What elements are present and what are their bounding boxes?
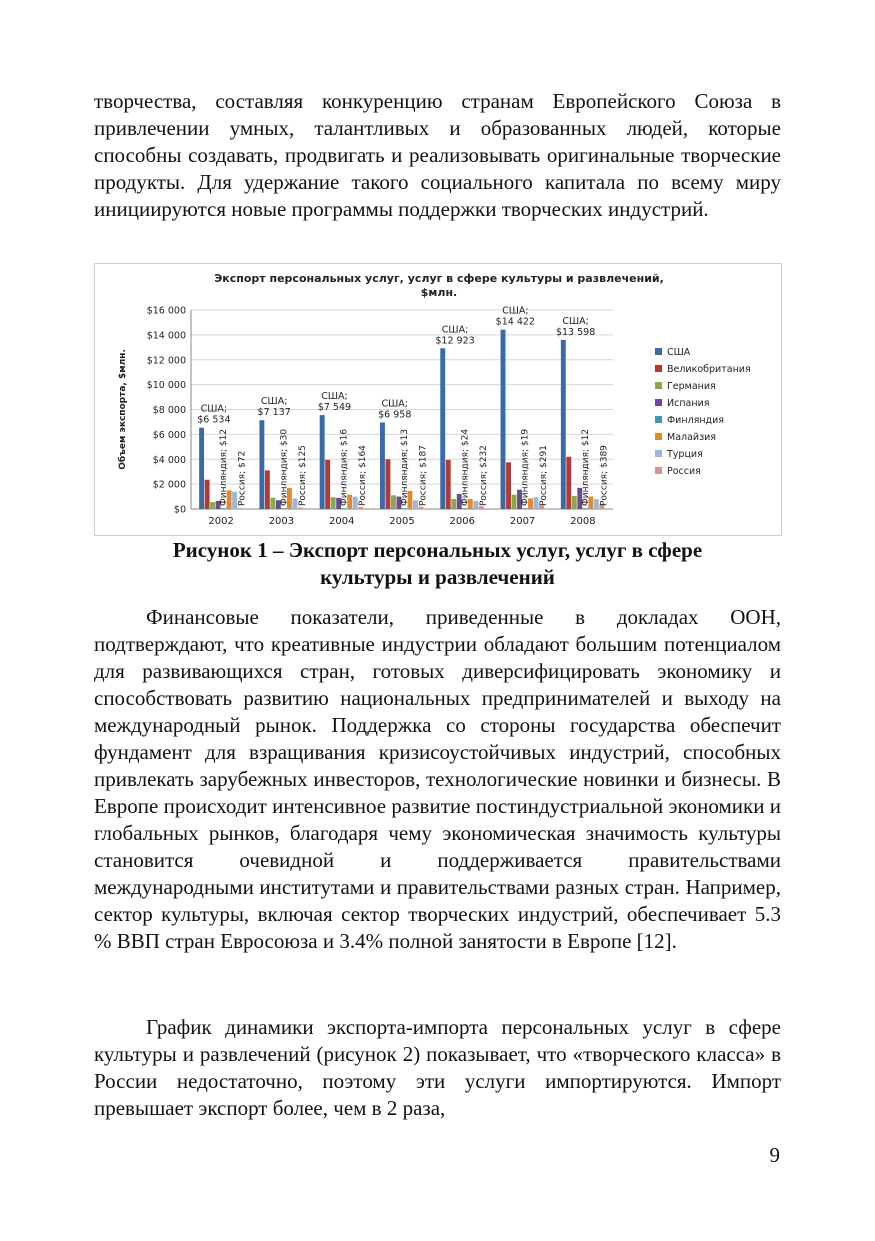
data-label-us-name: США; [441, 324, 469, 336]
y-tick-label: $16 000 [146, 305, 186, 317]
bar-Россия-2003 [298, 507, 303, 509]
legend-swatch-Турция [655, 450, 662, 457]
legend-label-Великобритания: Великобритания [667, 364, 751, 375]
bar-Германия-2003 [270, 498, 275, 509]
x-tick-label: 2006 [449, 516, 476, 527]
bar-Германия-2005 [391, 495, 396, 509]
y-axis-label: Объем экспорта, $млн. [118, 349, 128, 470]
y-tick-label: $14 000 [146, 330, 186, 342]
bar-Финляндия-2007 [523, 508, 528, 509]
bar-Турция-2006 [473, 501, 478, 509]
data-label-finland: Финляндия; $30 [279, 428, 290, 506]
bar-Финляндия-2002 [221, 508, 226, 509]
data-label-finland: Финляндия; $12 [219, 428, 230, 506]
x-tick-label: 2003 [268, 516, 295, 527]
legend-swatch-Финляндия [655, 416, 662, 423]
y-tick-label: $0 [173, 504, 186, 516]
data-label-us-name: США; [381, 398, 408, 410]
legend-label-США: США [667, 347, 691, 358]
data-label-us-value: $6 534 [197, 414, 231, 426]
data-label-us-name: США; [321, 391, 348, 403]
data-label-finland: Финляндия; $12 [580, 428, 591, 506]
legend-label-Малайзия: Малайзия [667, 432, 717, 443]
bar-Великобритания-2005 [386, 459, 391, 509]
x-tick-label: 2007 [509, 516, 536, 527]
paragraph-intro: творчества, составляя конкуренцию странам Европейского Союза в привлечении умных, талантливых и образованных людей, которые способны создавать, продвигать и реализовывать оригинальные творческие продукты. Для удержание такого социального капитала по всему миру инициируются новые программы поддержки творческих индустрий. [94, 89, 781, 221]
bar-Финляндия-2008 [583, 508, 588, 509]
data-label-finland: Финляндия; $13 [400, 428, 410, 506]
x-tick-label: 2008 [570, 516, 596, 527]
legend-label-Финляндия: Финляндия [667, 415, 725, 426]
bar-Финляндия-2006 [462, 508, 467, 509]
bar-Германия-2002 [210, 502, 215, 509]
figure-caption [94, 537, 781, 591]
legend-swatch-Великобритания [655, 365, 662, 372]
bar-США-2003 [259, 420, 264, 509]
bar-Великобритания-2008 [566, 457, 571, 509]
y-tick-label: $4 000 [152, 454, 186, 466]
legend-swatch-Малайзия [655, 433, 662, 440]
bar-Россия-2005 [419, 507, 424, 509]
export-chart [94, 263, 782, 536]
bar-США-2004 [320, 415, 325, 509]
bar-Германия-2004 [331, 497, 336, 509]
bar-США-2007 [501, 330, 506, 509]
x-tick-label: 2005 [389, 516, 415, 527]
paragraph-finance: Финансовые показатели, приведенные в докладах ООН, подтверждают, что креативные индустрии обладают большим потенциалом для развивающихся стран, готовых диверсифицировать экономику и способствовать развитию национальных предпринимателей и выходу на международный рынок. Поддержка со стороны государства обеспечит фундамент для взращивания кризисоустойчивых индустрий, способных привлекать зарубежных инвесторов, технологические новинки и бизнесы. В Европе происходит интенсивное развитие постиндустриальной экономики и глобальных рынков, благодаря чему экономическая значимость культуры становится очевидной и поддерживается правительствами международными институтами и правительствами разных стран. Например, сектор культуры, включая сектор творческих индустрий, обеспечивает 5.3 % ВВП стран Евросоюза и 3.4% полной занятости в Европе [12]. [94, 605, 781, 953]
legend-label-Испания: Испания [667, 398, 710, 409]
data-label-finland: Финляндия; $16 [339, 428, 350, 506]
y-tick-label: $2 000 [152, 479, 186, 491]
bar-Россия-2002 [238, 508, 243, 509]
legend-label-Турция: Турция [667, 449, 703, 460]
chart-canvas [95, 264, 781, 535]
y-tick-label: $10 000 [146, 380, 186, 392]
data-label-russia: Россия; $164 [358, 445, 369, 506]
legend-label-Россия: Россия [667, 466, 701, 477]
bar-США-2006 [440, 348, 445, 509]
data-label-us-value: $12 923 [435, 335, 475, 347]
y-tick-label: $8 000 [152, 405, 186, 416]
legend-swatch-Россия [655, 467, 662, 474]
bar-Турция-2003 [292, 498, 297, 509]
legend-swatch-Испания [655, 399, 662, 406]
bar-Финляндия-2005 [402, 508, 407, 509]
bar-Финляндия-2004 [342, 508, 347, 509]
bar-Великобритания-2006 [446, 460, 451, 509]
data-label-us-value: $7 137 [257, 407, 291, 419]
data-label-russia: Россия; $125 [297, 445, 308, 506]
data-label-russia: Россия; $232 [478, 445, 489, 506]
bar-Великобритания-2002 [205, 480, 210, 509]
legend-label-Германия: Германия [667, 381, 716, 392]
bar-Германия-2006 [451, 499, 456, 509]
bar-США-2008 [561, 340, 566, 509]
bar-США-2002 [199, 428, 204, 509]
data-label-us-name: США; [200, 403, 228, 415]
paragraph-import: График динамики экспорта-импорта персональных услуг в сфере культуры и развлечений (рисунок 2) показывает, что «творческого класса» в России недостаточно, поэтому эти услуги импортируются. Импорт превышает экспорт более, чем в 2 раза, [94, 1015, 781, 1120]
bar-Финляндия-2003 [281, 508, 286, 509]
data-label-us-name: США; [260, 396, 288, 408]
data-label-russia: Россия; $389 [599, 445, 610, 506]
caption-line-2: культуры и развлечений [320, 565, 555, 589]
bar-Турция-2007 [534, 497, 539, 509]
data-label-russia: Россия; $291 [539, 445, 550, 506]
bar-Великобритания-2004 [325, 460, 330, 509]
bar-Турция-2008 [594, 499, 599, 509]
chart-title-line-1: Экспорт персональных услуг, услуг в сфере культуры и развлечений, [214, 272, 664, 285]
bar-США-2005 [380, 422, 385, 509]
data-label-us-name: США; [502, 305, 529, 317]
x-tick-label: 2002 [208, 516, 234, 527]
data-label-finland: Финляндия; $19 [520, 428, 531, 506]
bar-Турция-2004 [353, 497, 358, 509]
bar-Германия-2008 [572, 496, 577, 509]
bar-Германия-2007 [512, 495, 517, 509]
bar-Турция-2005 [413, 500, 418, 509]
data-label-us-value: $6 958 [378, 409, 412, 421]
bar-Великобритания-2003 [265, 470, 270, 509]
y-tick-label: $12 000 [146, 355, 186, 367]
data-label-us-value: $14 422 [495, 316, 535, 328]
legend-swatch-Германия [655, 382, 662, 389]
caption-line-1: Рисунок 1 – Экспорт персональных услуг, услуг в сфере [172, 538, 703, 562]
data-label-russia: Россия; $72 [237, 450, 248, 506]
y-tick-label: $6 000 [152, 429, 186, 441]
bar-Великобритания-2007 [506, 462, 511, 509]
data-label-us-name: США; [562, 315, 589, 327]
data-label-us-value: $13 598 [555, 326, 596, 338]
data-label-us-value: $7 549 [317, 402, 352, 414]
page-number: 9 [769, 1143, 780, 1167]
x-tick-label: 2004 [328, 516, 355, 527]
chart-title-line-2: $млн. [420, 286, 458, 299]
data-label-russia: Россия; $187 [418, 445, 429, 506]
data-label-finland: Финляндия; $24 [460, 428, 471, 506]
bar-Россия-2004 [358, 507, 363, 509]
bar-Турция-2002 [232, 492, 237, 509]
legend-swatch-США [655, 348, 662, 355]
